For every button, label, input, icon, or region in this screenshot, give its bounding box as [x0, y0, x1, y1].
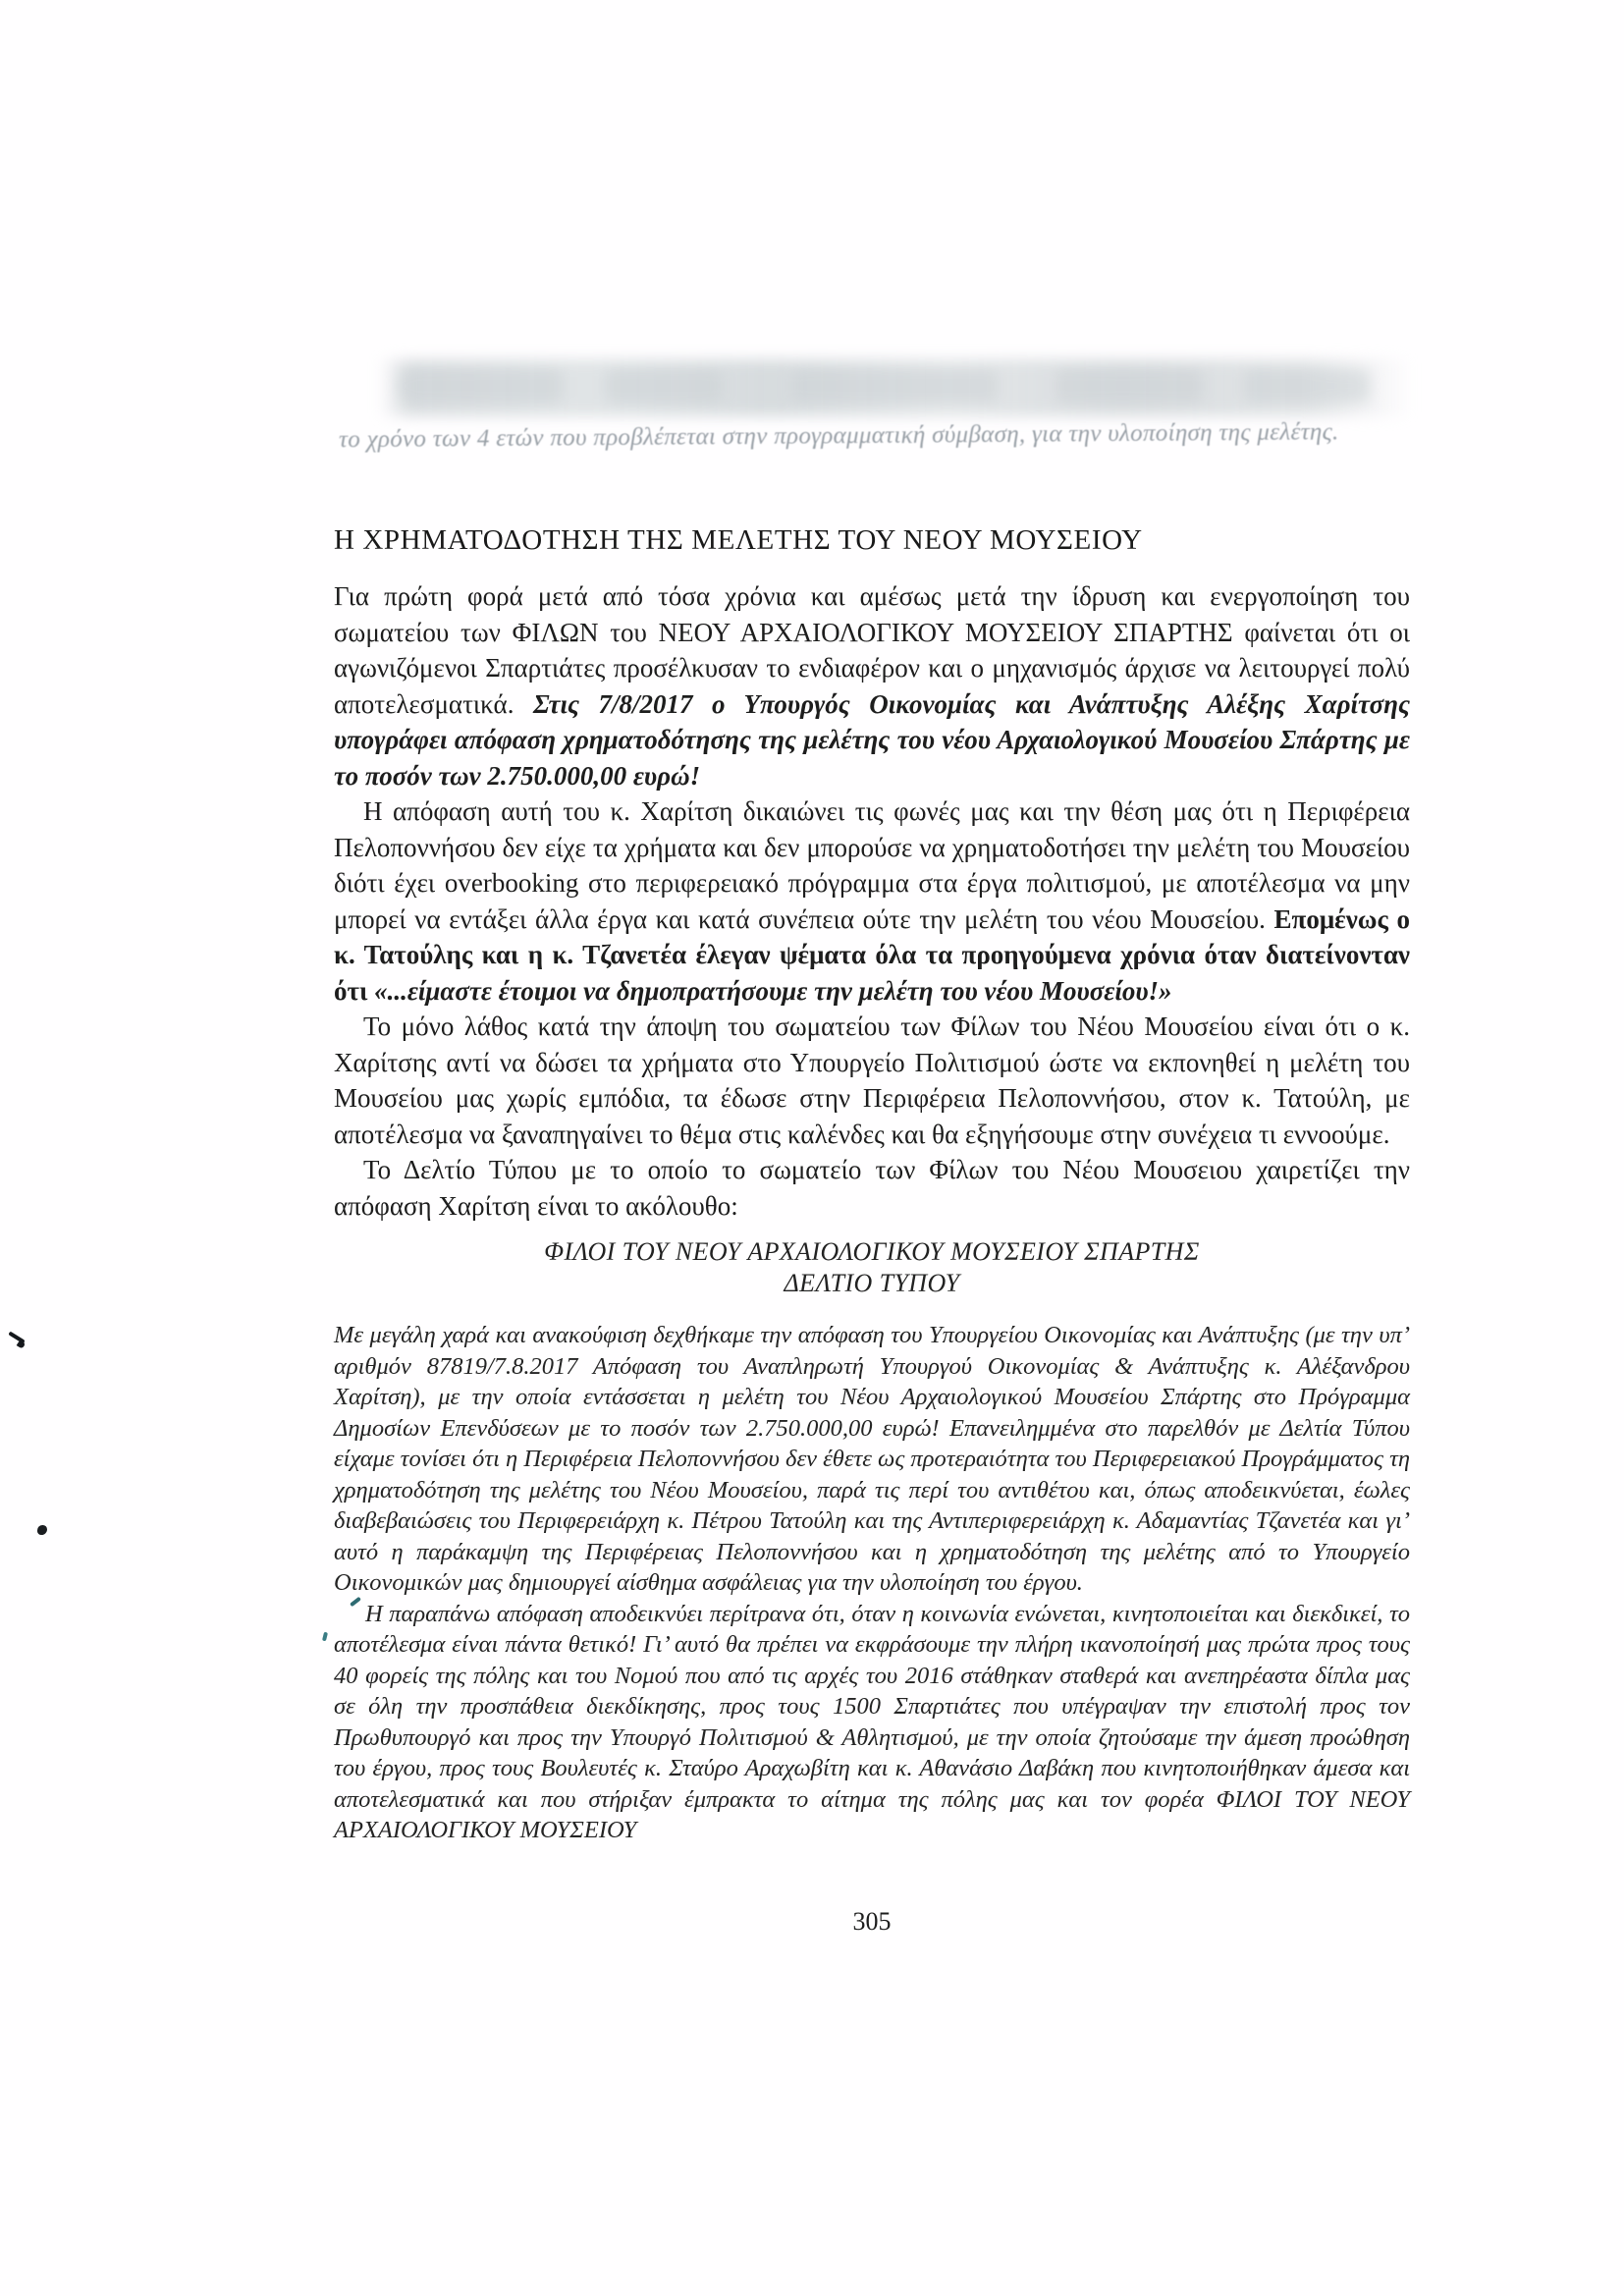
press-release-type-heading: ΔΕΛΤΙΟ ΤΥΠΟΥ — [784, 1269, 960, 1297]
text-run-bold: Επομένως ο κ. Τατούλης και η κ. Τζανετέα έλεγαν ψέματα όλα τα προηγούμενα χρόνια όταν διατείνονταν ότι — [334, 903, 1410, 1006]
text-run-bold-italic: Στις 7/8/2017 ο Υπουργός Οικονομίας και Ανάπτυξης Αλέξης Χαρίτσης υπογράφει απόφαση χρηματοδότησης της μελέτης του νέου Αρχαιολογικού Μουσείου Σπάρτης με το ποσόν των 2.750.000,00 ευρώ! — [334, 688, 1410, 791]
section-title: Η ΧΡΗΜΑΤΟΔΟΤΗΣΗ ΤΗΣ ΜΕΛΕΤΗΣ ΤΟΥ ΝΕΟΥ ΜΟΥΣΕΙΟΥ — [334, 524, 1143, 556]
blur-blob — [791, 369, 998, 403]
ink-speck-teal — [322, 1632, 328, 1642]
text-run-normal: Το μόνο λάθος κατά την άποψη του σωματείου των Φίλων του Νέου Μουσείου είναι ότι ο κ. Χαρίτσης αντί να δώσει τα χρήματα στο Υπουργείο Πολιτισμού ώστε να εκπονηθεί η μελέτη του Μουσείου μας χωρίς εμπόδια, τα έδωσε στην Περιφέρεια Πελοποννήσου, στον κ. Τατούλη, με αποτέλεσμα να ξαναπηγαίνει το θέμα στις καλένδες και θα εξηγήσουμε στην συνέχεια τι εννοούμε. — [334, 1011, 1410, 1149]
press-release-paragraphs — [334, 1320, 1410, 1846]
text-run-normal: Η απόφαση αυτή του κ. Χαρίτση δικαιώνει τις φωνές μας και την θέση μας ότι η Περιφέρεια Πελοποννήσου δεν είχε τα χρήματα και δεν μπορούσε να χρηματοδοτήσει την μελέτη του Μουσείου διότι έχει overbooking στο περιφερειακό πρόγραμμα στα έργα πολιτισμού, με αποτέλεσμα να μην μπορεί να εντάξει άλλα έργα και κατά συνέπεια ούτε την μελέτη του νέου Μουσείου. — [334, 796, 1410, 934]
text-run-bold-italic: «...είμαστε έτοιμοι να δημοπρατήσουμε την μελέτη του νέου Μουσείου!» — [374, 975, 1172, 1006]
text-run-normal: Το Δελτίο Τύπου με το οποίο το σωματείο των Φίλων του Νέου Μουσειου χαιρετίζει την απόφαση Χαρίτση είναι το ακόλουθο: — [334, 1155, 1410, 1221]
redacted-blur-region — [379, 359, 1412, 416]
paragraph — [334, 1009, 1410, 1152]
text-column — [334, 524, 1410, 1846]
blur-blob — [1056, 369, 1204, 403]
text-run-normal: Για πρώτη φορά μετά από τόσα χρόνια και αμέσως μετά την ίδρυση και ενεργοποίηση του σωματείου των ΦΙΛΩΝ του ΝΕΟΥ ΑΡΧΑΙΟΛΟΓΙΚΟΥ ΜΟΥΣΕΙΟΥ ΣΠΑΡΤΗΣ φαίνεται ότι οι αγωνιζόμενοι Σπαρτιάτες προσέλκυσαν το ενδιαφέρον και ο μηχανισμός άρχισε να λειτουργεί πολύ αποτελεσματικά. — [334, 581, 1410, 719]
press-release-paragraph: Με μεγάλη χαρά και ανακούφιση δεχθήκαμε την απόφαση του Υπουργείου Οικονομίας και Ανάπτυξης (με την υπ’ αριθμόν 87819/7.8.2017 Απόφαση του Αναπληρωτή Υπουργού Οικονομίας & Ανάπτυξης κ. Αλέξανδρου Χαρίτση), με την οποία εντάσσεται η μελέτη του Νέου Αρχαιολογικού Μουσείου Σπάρτης στο Πρόγραμμα Δημοσίων Επενδύσεων με το ποσόν των 2.750.000,00 ευρώ! Επανειλημμένα στο παρελθόν με Δελτία Τύπου είχαμε τονίσει ότι η Περιφέρεια Πελοποννήσου δεν έθετε ως προτεραιότητα του Περιφερειακού Προγράμματος τη χρηματοδότηση της μελέτης του Νέου Μουσείου, παρά τις περί του αντιθέτου και, όπως αποδεικνύεται, έωλες διαβεβαιώσεις του Περιφερειάρχη κ. Πέτρου Τατούλη και της Αντιπεριφερειάρχη κ. Αδαμαντίας Τζανετέα και γι’ αυτό η παράκαμψη της Περιφέρειας Πελοποννήσου και η χρηματοδότηση της μελέτης από το Υπουργείο Οικονομικών μας δημιουργεί αίσθημα ασφάλειας για την υλοποίηση του έργου. — [334, 1322, 1410, 1596]
paragraph — [334, 1152, 1410, 1224]
page-number: 305 — [852, 1907, 892, 1936]
blur-blob — [605, 369, 723, 403]
ink-speck — [8, 1332, 25, 1344]
press-release-org-heading: ΦΙΛΟΙ ΤΟΥ ΝΕΟΥ ΑΡΧΑΙΟΛΟΓΙΚΟΥ ΜΟΥΣΕΙΟΥ ΣΠΑΡΤΗΣ — [544, 1237, 1200, 1266]
blur-blob — [1243, 369, 1371, 403]
ink-speck — [37, 1525, 47, 1535]
body-paragraphs — [334, 578, 1410, 1224]
press-release-paragraph: Η παραπάνω απόφαση αποδεικνύει περίτρανα ότι, όταν η κοινωνία ενώνεται, κινητοποιείται και διεκδικεί, το αποτέλεσμα είναι πάντα θετικό! Γι’ αυτό θα πρέπει να εκφράσουμε την πλήρη ικανοποίησή μας πρώτα προς τους 40 φορείς της πόλης και του Νομού που από τις αρχές του 2016 στάθηκαν σταθερά και ανεπηρέαστα δίπλα μας σε όλη την προσπάθεια διεκδίκησης, προς τους 1500 Σπαρτιάτες που υπέγραψαν την επιστολή προς τον Πρωθυπουργό και προς την Υπουργό Πολιτισμού & Αθλητισμού, με την οποία ζητούσαμε την άμεση προώθηση του έργου, προς τους Βουλευτές κ. Σταύρο Αραχωβίτη και κ. Αθανάσιο Δαβάκη που κινητοποιήθηκαν άμεσα και αποτελεσματικά και που στήριξαν έμπρακτα το αίτημα της πόλης μας και τον φορέα ΦΙΛΟΙ ΤΟΥ ΝΕΟΥ ΑΡΧΑΙΟΛΟΓΙΚΟΥ ΜΟΥΣΕΙΟΥ — [334, 1600, 1410, 1843]
paragraph — [334, 793, 1410, 1009]
faded-scan-line: το χρόνο των 4 ετών που προβλέπεται στην προγραμματική σύμβαση, για την υλοποίηση της μελέτης. — [338, 418, 1339, 454]
blur-blob — [397, 369, 564, 403]
paragraph — [334, 578, 1410, 793]
